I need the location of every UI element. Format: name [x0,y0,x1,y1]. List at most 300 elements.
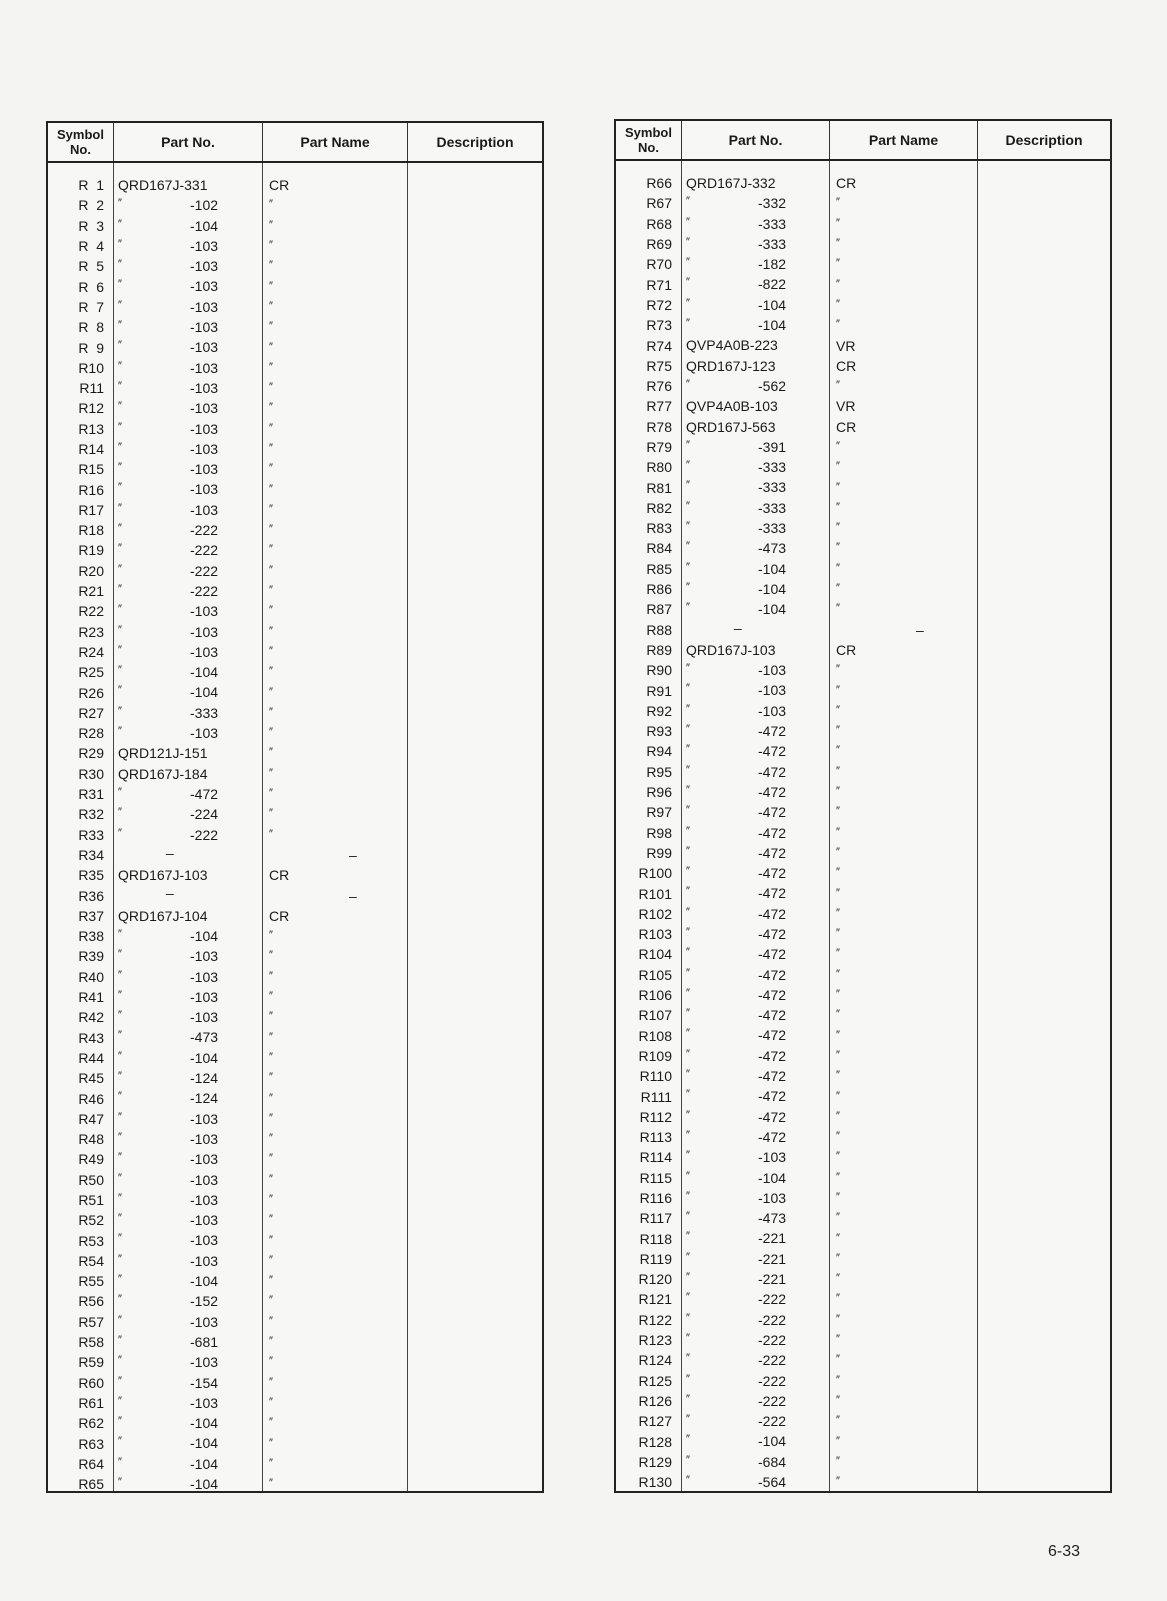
table-row [616,1188,1110,1208]
part-name-cell [830,662,978,678]
ditto-mark: ″ [686,1189,691,1202]
ditto-mark: ″ [686,1128,691,1141]
part-no-cell [114,926,263,946]
ditto-mark: ″ [269,1213,274,1226]
ditto-mark: ″ [118,440,123,453]
ditto-mark: ″ [836,521,841,534]
ditto-mark: ″ [836,1109,841,1122]
part-no-cell [114,1433,263,1453]
ditto-mark: ″ [118,1374,123,1387]
part-no-suffix: -333 [758,215,787,232]
ditto-mark: ″ [118,481,123,494]
part-no-suffix: -104 [190,684,219,701]
part-no-cell [682,498,830,518]
table-row [48,967,542,987]
table-row [616,356,1110,376]
part-no-value: QRD167J-103 [686,641,776,658]
table-row [48,1027,542,1047]
part-name-cell [830,1352,978,1368]
ditto-mark: ″ [118,278,123,291]
part-name-cell [263,685,408,701]
ditto-mark: ″ [686,479,691,492]
part-name-cell [830,358,978,374]
part-no-suffix: -104 [190,664,219,681]
part-name-cell [830,987,978,1003]
ditto-mark: ″ [686,1392,691,1405]
symbol-no-cell: R127 [638,1413,672,1430]
part-no-suffix: -222 [758,1392,787,1409]
table-row [48,987,542,1007]
part-no-suffix: -472 [190,785,219,802]
part-name-cell [830,1028,978,1044]
ditto-mark: ″ [118,298,123,311]
ditto-mark: ″ [269,1010,274,1023]
part-name-cell [263,1030,408,1046]
ditto-mark: ″ [686,702,691,715]
table-row [48,1332,542,1352]
ditto-mark: ″ [836,1475,841,1488]
part-name-cell [263,928,408,944]
ditto-mark: ″ [118,359,123,372]
table-row [616,1066,1110,1086]
table-row [616,1350,1110,1370]
table-row [616,701,1110,721]
part-no-cell [114,1291,263,1311]
part-no-cell [114,236,263,256]
table-row [48,1129,542,1149]
symbol-no-cell: R122 [638,1311,672,1328]
ditto-mark: ″ [269,239,274,252]
part-name-cell [830,256,978,272]
ditto-mark: ″ [836,602,841,615]
part-no-cell [114,1068,263,1088]
part-no-cell [114,195,263,215]
part-name-cell [830,459,978,475]
part-no-suffix: -103 [758,662,787,679]
symbol-no-cell: R105 [638,966,672,983]
ditto-mark: ″ [269,360,274,373]
part-no-dash: – [166,885,174,902]
part-no-cell [682,1168,830,1188]
part-no-suffix: -222 [190,562,219,579]
part-no-suffix: -472 [758,986,787,1003]
part-no-suffix: -472 [758,905,787,922]
ditto-mark: ″ [269,299,274,312]
part-name-cell [263,1354,408,1370]
symbol-no-cell: R29 [78,745,104,762]
symbol-no-cell: R27 [78,704,104,721]
part-name-cell [263,279,408,295]
table-row [48,885,542,905]
part-no-cell [682,782,830,802]
symbol-no-cell: R48 [78,1131,104,1148]
part-no-cell [682,904,830,924]
symbol-no-cell: R113 [639,1129,672,1146]
part-name-cell [263,1172,408,1188]
ditto-mark: ″ [836,1069,841,1082]
part-name-cell [830,926,978,942]
ditto-mark: ″ [836,1028,841,1041]
table-row [616,1147,1110,1167]
symbol-no-cell: R100 [638,865,672,882]
part-name-cell [263,1395,408,1411]
ditto-mark: ″ [686,1331,691,1344]
part-name-cell [830,520,978,536]
part-no-suffix: -103 [758,702,787,719]
symbol-no-cell: R11 [79,380,104,397]
part-no-value: QVP4A0B-103 [686,398,778,415]
header-part-name: Part Name [830,121,978,159]
part-no-cell [682,1188,830,1208]
part-no-cell [114,601,263,621]
part-name-cell [263,969,408,985]
part-name-cell [830,743,978,759]
symbol-no-cell: R120 [638,1271,672,1288]
table-row [48,439,542,459]
ditto-mark: ″ [269,563,274,576]
table-row [48,419,542,439]
part-no-cell [682,437,830,457]
table-row [616,1228,1110,1248]
ditto-mark: ″ [118,1009,123,1022]
ditto-mark: ″ [269,1050,274,1063]
part-name-cell [263,766,408,782]
part-no-cell [682,1452,830,1472]
symbol-no-cell: R67 [646,195,672,212]
table-row [616,660,1110,680]
header-description: Description [436,133,514,150]
ditto-mark: ″ [269,543,274,556]
part-name-cell [263,1151,408,1167]
part-no-cell [114,561,263,581]
part-name-cell [263,1233,408,1249]
ditto-mark: ″ [269,1233,274,1246]
part-no-suffix: -103 [190,1110,219,1127]
part-name-cell [830,1170,978,1186]
symbol-no-cell: R109 [638,1047,672,1064]
ditto-mark: ″ [269,746,274,759]
symbol-no-cell: R33 [78,826,104,843]
symbol-no-cell: R99 [646,844,672,861]
part-no-suffix: -104 [190,927,219,944]
ditto-mark: ″ [118,1232,123,1245]
table-row [616,802,1110,822]
part-name-cell [830,764,978,780]
part-no-suffix: -104 [758,601,787,618]
table-row [616,518,1110,538]
ditto-mark: ″ [686,824,691,837]
part-no-cell [682,376,830,396]
ditto-mark: ″ [118,1252,123,1265]
ditto-mark: ″ [118,1313,123,1326]
table-row [616,863,1110,883]
symbol-no-cell: R18 [78,522,104,539]
part-name-cell [263,238,408,254]
part-no-cell [682,1391,830,1411]
ditto-mark: ″ [686,520,691,533]
symbol-no-cell: R98 [646,824,672,841]
ditto-mark: ″ [686,459,691,472]
part-name-cell [263,563,408,579]
table-row [616,985,1110,1005]
symbol-no-cell: R72 [646,296,672,313]
part-name-cell [263,827,408,843]
ditto-mark: ″ [118,237,123,250]
part-name-cell [263,745,408,761]
part-name-cell [263,644,408,660]
ditto-mark: ″ [269,259,274,272]
part-no-suffix: -473 [190,1029,219,1046]
part-no-cell [114,378,263,398]
part-no-cell [114,662,263,682]
ditto-mark: ″ [686,925,691,938]
symbol-no-cell: R 9 [78,339,104,356]
part-no-cell [682,396,830,416]
ditto-mark: ″ [836,1272,841,1285]
symbol-no-cell: R55 [78,1273,104,1290]
part-no-cell [682,1289,830,1309]
symbol-no-cell: R115 [639,1169,672,1186]
table-row [616,417,1110,437]
ditto-mark: ″ [686,662,691,675]
ditto-mark: ″ [269,1456,274,1469]
table-row [48,337,542,357]
symbol-no-cell: R51 [78,1191,104,1208]
table-row [616,924,1110,944]
symbol-no-cell: R101 [638,885,672,902]
symbol-no-cell: R108 [638,1027,672,1044]
symbol-no-cell: R24 [78,643,104,660]
part-name-cell [263,218,408,234]
part-no-suffix: -472 [758,946,787,963]
part-no-suffix: -472 [758,966,787,983]
symbol-no-cell: R26 [78,684,104,701]
table-row [48,1474,542,1494]
part-name-cell [830,1089,978,1105]
table-row [616,1249,1110,1269]
part-no-suffix: -104 [758,580,787,597]
part-no-cell [114,967,263,987]
table-row [616,1086,1110,1106]
ditto-mark: ″ [686,377,691,390]
part-no-suffix: -182 [758,256,787,273]
part-no-cell [114,1271,263,1291]
part-name-cell [263,299,408,315]
ditto-mark: ″ [836,1130,841,1143]
table-row [48,825,542,845]
table-row [48,479,542,499]
part-name-cell [830,703,978,719]
part-no-suffix: -103 [190,1394,219,1411]
part-no-cell [114,906,263,926]
ditto-mark: ″ [118,1455,123,1468]
part-no-cell [114,743,263,763]
ditto-mark: ″ [118,400,123,413]
ditto-mark: ″ [118,1354,123,1367]
ditto-mark: ″ [836,947,841,960]
symbol-no-cell: R62 [78,1415,104,1432]
part-no-cell [114,479,263,499]
table-row [48,1109,542,1129]
page-number: 6-33 [1048,1543,1081,1560]
symbol-no-cell: R43 [78,1029,104,1046]
ditto-mark: ″ [686,1311,691,1324]
ditto-mark: ″ [269,685,274,698]
part-name-cell [263,1009,408,1025]
ditto-mark: ″ [836,1170,841,1183]
table-row [616,1310,1110,1330]
ditto-mark: ″ [118,785,123,798]
table-row [616,823,1110,843]
ditto-mark: ″ [269,827,274,840]
ditto-mark: ″ [118,1212,123,1225]
part-no-cell [114,784,263,804]
table-row [48,601,542,621]
part-no-cell [114,216,263,236]
symbol-no-cell: R22 [78,603,104,620]
table-row [48,1271,542,1291]
part-no-cell [114,1170,263,1190]
table-row [48,581,542,601]
ditto-mark: ″ [118,704,123,717]
table-row [616,1371,1110,1391]
part-no-cell [682,1310,830,1330]
part-no-suffix: -472 [758,763,787,780]
part-no-cell [682,944,830,964]
part-no-suffix: -104 [190,1435,219,1452]
table-row [616,1472,1110,1492]
part-no-suffix: -104 [758,1169,787,1186]
part-name-cell [830,1373,978,1389]
part-name-cell [830,622,978,638]
part-name-cell [830,1109,978,1125]
symbol-no-cell: R49 [78,1151,104,1168]
ditto-mark: ″ [118,461,123,474]
part-no-cell [114,1230,263,1250]
symbol-no-cell: R69 [646,236,672,253]
symbol-no-cell: R87 [646,601,672,618]
ditto-mark: ″ [269,381,274,394]
symbol-no-cell: R16 [78,481,104,498]
ditto-mark: ″ [836,500,841,513]
symbol-no-cell: R10 [78,359,104,376]
table-row [616,498,1110,518]
part-no-cell [114,175,263,195]
ditto-mark: ″ [269,807,274,820]
part-no-suffix: -103 [190,1151,219,1168]
ditto-mark: ″ [269,726,274,739]
part-no-cell [682,1147,830,1167]
part-no-suffix: -103 [190,948,219,965]
ditto-mark: ″ [836,237,841,250]
ditto-mark: ″ [836,1393,841,1406]
ditto-mark: ″ [118,1029,123,1042]
ditto-mark: ″ [118,725,123,738]
part-name-cell [830,175,978,191]
ditto-mark: ″ [118,643,123,656]
symbol-no-cell: R57 [78,1313,104,1330]
part-no-cell [114,987,263,1007]
table-row [616,1411,1110,1431]
part-name-dash: – [349,887,357,904]
ditto-mark: ″ [269,1172,274,1185]
part-name-cell [263,786,408,802]
part-name-cell [830,906,978,922]
ditto-mark: ″ [269,1132,274,1145]
symbol-no-cell: R54 [78,1252,104,1269]
table-row [616,1005,1110,1025]
ditto-mark: ″ [836,1434,841,1447]
symbol-no-cell: R 6 [78,278,104,295]
ditto-mark: ″ [686,1453,691,1466]
part-name-cell [263,441,408,457]
part-name-cell [830,825,978,841]
ditto-mark: ″ [269,949,274,962]
ditto-mark: ″ [686,905,691,918]
symbol-no-cell: R84 [646,540,672,557]
part-no-cell [682,924,830,944]
part-name-cell [830,886,978,902]
table-row [616,782,1110,802]
ditto-mark: ″ [686,1271,691,1284]
part-no-cell [682,335,830,355]
ditto-mark: ″ [686,276,691,289]
part-no-suffix: -222 [190,542,219,559]
table-row [48,804,542,824]
ditto-mark: ″ [686,1291,691,1304]
part-no-cell [682,579,830,599]
ditto-mark: ″ [118,379,123,392]
symbol-no-cell: R45 [78,1070,104,1087]
table-row [48,256,542,276]
part-no-suffix: -103 [190,258,219,275]
table-row [616,1452,1110,1472]
part-no-dash: – [166,844,174,861]
symbol-no-cell: R112 [639,1108,672,1125]
part-no-suffix: -222 [190,582,219,599]
part-name-cell [263,847,408,863]
table-row [48,276,542,296]
part-no-suffix: -104 [758,1433,787,1450]
table-header [48,123,542,163]
part-name-cell [263,888,408,904]
ditto-mark: ″ [118,522,123,535]
ditto-mark: ″ [836,703,841,716]
part-no-suffix: -224 [190,806,219,823]
part-no-suffix: -103 [190,623,219,640]
part-name-value: CR [836,418,857,435]
symbol-no-cell: R97 [646,804,672,821]
table-row [616,1391,1110,1411]
part-no-suffix: -103 [190,1313,219,1330]
ditto-mark: ″ [118,948,123,961]
part-name-cell [830,1434,978,1450]
ditto-mark: ″ [686,601,691,614]
part-no-suffix: -124 [190,1090,219,1107]
table-row [616,1269,1110,1289]
part-no-cell [682,985,830,1005]
part-name-cell [263,867,408,883]
part-no-cell [114,1149,263,1169]
symbol-no-cell: R85 [646,560,672,577]
table-row [48,1251,542,1271]
part-no-suffix: -472 [758,1047,787,1064]
table-row [616,1330,1110,1350]
part-no-cell [114,1048,263,1068]
ditto-mark: ″ [269,990,274,1003]
part-name-cell [830,378,978,394]
part-no-suffix: -103 [758,1149,787,1166]
